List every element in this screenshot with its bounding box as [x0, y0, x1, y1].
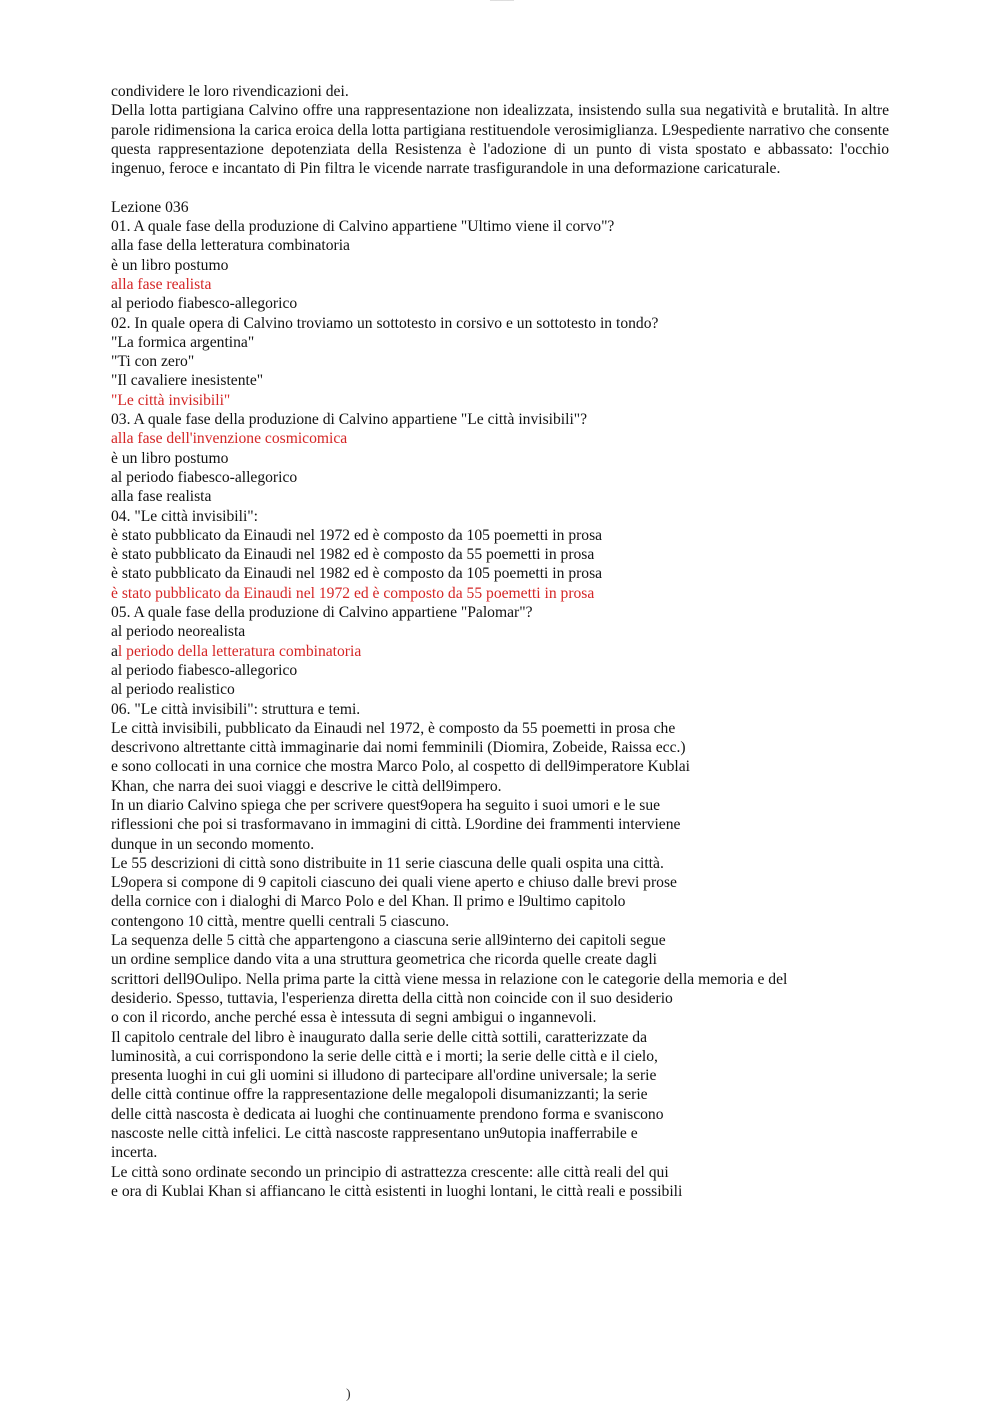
- q4-option-1: è stato pubblicato da Einaudi nel 1972 ed è composto da 105 poemetti in prosa: [111, 526, 603, 544]
- question-1: 01. A quale fase della produzione di Calvino appartiene "Ultimo viene il corvo"?: [111, 218, 615, 236]
- q6-text-line: e ora di Kublai Khan si affiancano le città esistenti in luoghi lontani, le città reali e possibili: [111, 1182, 683, 1200]
- page-header-mark: ————: [490, 0, 514, 4]
- q6-text-line: nascoste nelle città infelici. Le città nascoste rappresentano un9utopia inafferrabile e: [111, 1125, 638, 1143]
- q2-option-4-correct: "Le città invisibili": [111, 391, 231, 409]
- document-body: [111, 82, 889, 1201]
- q6-text-line: o con il ricordo, anche perché essa è intessuta di segni ambigui o ingannevoli.: [111, 1009, 597, 1027]
- q6-text-line: dunque in un secondo momento.: [111, 835, 315, 853]
- q6-text-line: presenta luoghi in cui gli uomini si illudono di partecipare all'ordine universale; la serie: [111, 1067, 657, 1085]
- q6-text-line: incerta.: [111, 1144, 158, 1162]
- q6-text-line: descrivono altrettante città immaginarie dai nomi femminili (Diomira, Zobeide, Raissa ecc.): [111, 739, 686, 757]
- q4-option-4-correct: è stato pubblicato da Einaudi nel 1972 ed è composto da 55 poemetti in prosa: [111, 584, 595, 602]
- q6-text-line: delle città nascosta è dedicata ai luoghi che continuamente prendono forma e svaniscono: [111, 1105, 664, 1123]
- q6-text-line: riflessioni che poi si trasformavano in immagini di città. L9ordine dei frammenti interviene: [111, 816, 681, 834]
- q3-option-4: alla fase realista: [111, 488, 212, 506]
- q5-option-2-correct: [111, 642, 889, 661]
- q6-text-line: La sequenza delle 5 città che appartengono a ciascuna serie all9interno dei capitoli segue: [111, 932, 666, 950]
- q1-option-2: è un libro postumo: [111, 256, 229, 274]
- q6-text-line: un ordine semplice dando vita a una struttura geometrica che ricorda quelle create dagli: [111, 951, 657, 969]
- footer-mark: ): [346, 1387, 351, 1402]
- q6-text-line: scrittori dell9Oulipo. Nella prima parte la città viene messa in relazione con le categorie della memoria e del: [111, 970, 788, 988]
- q5-option-4: al periodo realistico: [111, 681, 235, 699]
- question-2: 02. In quale opera di Calvino troviamo un sottotesto in corsivo e un sottotesto in tondo?: [111, 314, 659, 332]
- q6-text-line: delle città continue offre la rappresentazione delle megalopoli disumanizzanti; la serie: [111, 1086, 648, 1104]
- blank-line: [111, 178, 889, 197]
- question-5: 05. A quale fase della produzione di Calvino appartiene "Palomar"?: [111, 604, 533, 622]
- q6-text-line: L9opera si compone di 9 capitoli ciascuno dei quali viene aperto e chiuso dalle brevi prose: [111, 874, 677, 892]
- q6-text-line: Il capitolo centrale del libro è inaugurato dalla serie delle città sottili, caratterizzate da: [111, 1028, 647, 1046]
- q3-option-1-correct: alla fase dell'invenzione cosmicomica: [111, 430, 348, 448]
- q6-text-line: Khan, che narra dei suoi viaggi e descrive le città dell9impero.: [111, 777, 502, 795]
- intro-paragraph: Della lotta partigiana Calvino offre una rappresentazione non idealizzata, insistendo sulla sua negatività e brutalità. In altre parole ridimensiona la carica eroica della lotta partigiana restituendole verosimiglianza. L9espediente narrativo che consente questa rappresentazione depotenziata della Resistenza è l'adozione di un punto di vista spostato e abbassato: l'occhio ingenuo, feroce e incantato di Pin filtra le vicende narrate trasfigurandole in una deformazione caricaturale.: [111, 102, 889, 178]
- question-6: 06. "Le città invisibili": struttura e temi.: [111, 700, 361, 718]
- intro-line: condividere le loro rivendicazioni dei.: [111, 83, 349, 100]
- q2-option-2: "Ti con zero": [111, 353, 195, 371]
- q2-option-3: "Il cavaliere inesistente": [111, 372, 264, 390]
- q6-answer-text: [111, 719, 889, 1201]
- q5-option-2-prefix: a: [111, 642, 118, 660]
- q6-text-line: e sono collocati in una cornice che mostra Marco Polo, al cospetto di dell9imperatore Kublai: [111, 758, 690, 776]
- q6-text-line: desiderio. Spesso, tuttavia, l'esperienza diretta della città non coincide con il suo desiderio: [111, 989, 673, 1007]
- q5-option-1: al periodo neorealista: [111, 623, 246, 641]
- q1-option-3-correct: alla fase realista: [111, 275, 212, 293]
- q1-option-4: al periodo fiabesco-allegorico: [111, 295, 298, 313]
- q6-text-line: In un diario Calvino spiega che per scrivere quest9opera ha seguito i suoi umori e le sue: [111, 796, 661, 814]
- q6-text-line: Le città sono ordinate secondo un principio di astrattezza crescente: alle città reali del qui: [111, 1163, 669, 1181]
- q6-text-line: Le città invisibili, pubblicato da Einaudi nel 1972, è composto da 55 poemetti in prosa che: [111, 719, 676, 737]
- q6-text-line: della cornice con i dialoghi di Marco Polo e del Khan. Il primo e l9ultimo capitolo: [111, 893, 626, 911]
- question-4: 04. "Le città invisibili":: [111, 507, 258, 525]
- q5-option-3: al periodo fiabesco-allegorico: [111, 661, 298, 679]
- q3-option-2: è un libro postumo: [111, 449, 229, 467]
- q5-option-2-answer: l periodo della letteratura combinatoria: [117, 642, 362, 660]
- q6-text-line: Le 55 descrizioni di città sono distribuite in 11 serie ciascuna delle quali ospita una città.: [111, 854, 664, 872]
- q6-text-line: luminosità, a cui corrispondono la serie delle città e i morti; la serie delle città e il cielo,: [111, 1047, 658, 1065]
- q4-option-2: è stato pubblicato da Einaudi nel 1982 ed è composto da 55 poemetti in prosa: [111, 546, 595, 564]
- question-3: 03. A quale fase della produzione di Calvino appartiene "Le città invisibili"?: [111, 411, 588, 429]
- q2-option-1: "La formica argentina": [111, 333, 255, 351]
- q3-option-3: al periodo fiabesco-allegorico: [111, 468, 298, 486]
- lesson-title: Lezione 036: [111, 198, 189, 216]
- q4-option-3: è stato pubblicato da Einaudi nel 1982 ed è composto da 105 poemetti in prosa: [111, 565, 603, 583]
- q6-text-line: contengono 10 città, mentre quelli centrali 5 ciascuno.: [111, 912, 450, 930]
- q1-option-1: alla fase della letteratura combinatoria: [111, 237, 350, 255]
